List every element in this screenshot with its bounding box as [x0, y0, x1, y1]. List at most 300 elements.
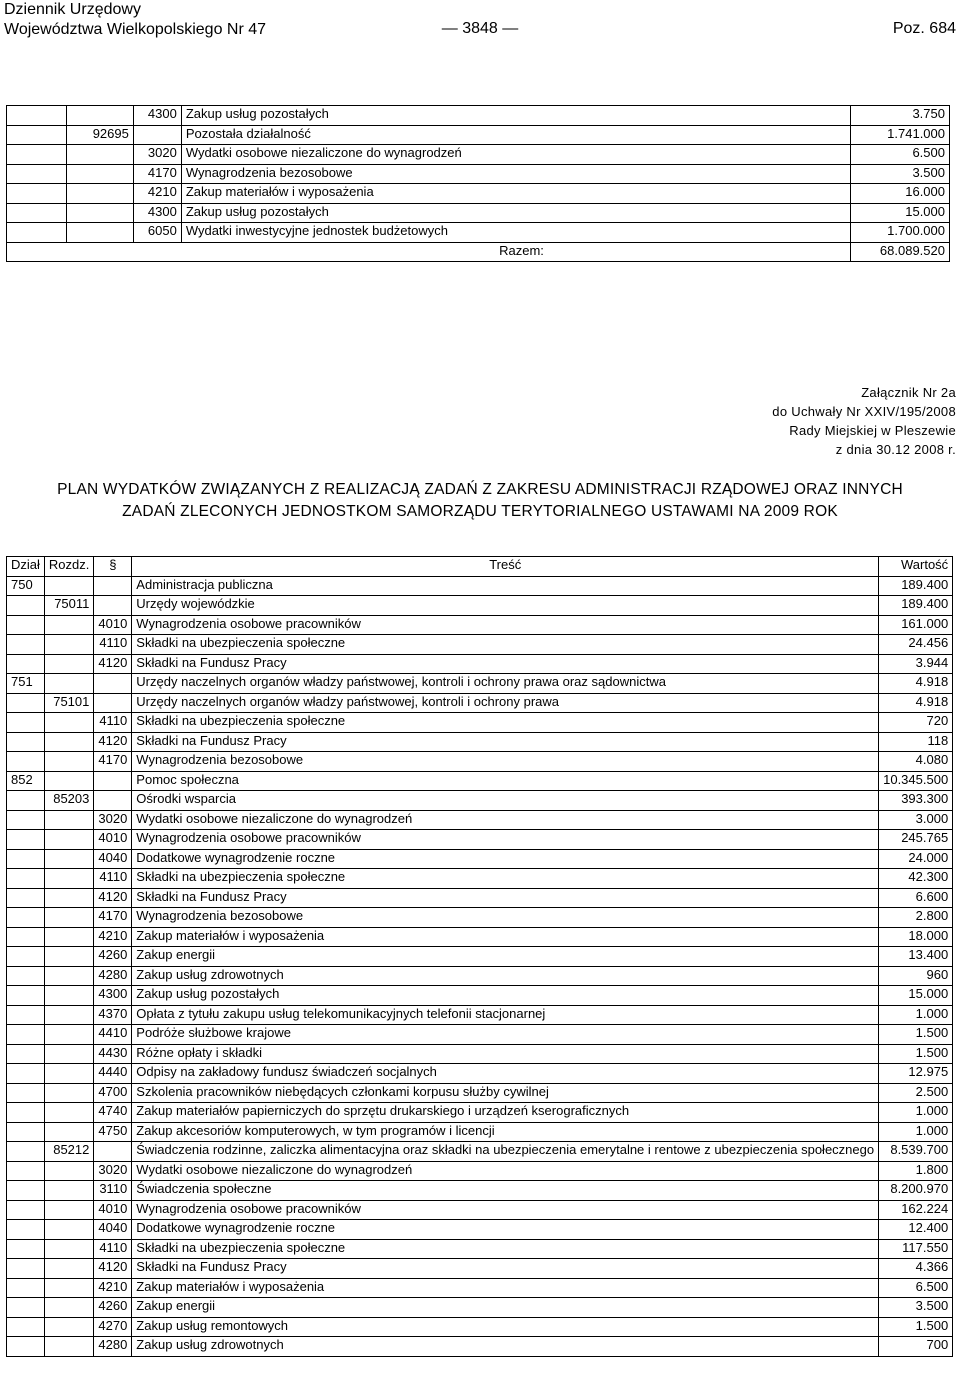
- cell-paragraf: 4120: [94, 654, 132, 674]
- cell-paragraf: 4280: [94, 966, 132, 986]
- cell-rozdzial: [44, 615, 93, 635]
- cell-dzial: [7, 752, 45, 772]
- cell-paragraf: 4170: [133, 164, 181, 184]
- cell-tresc: Wydatki inwestycyjne jednostek budżetowych: [181, 223, 850, 243]
- cell-paragraf: 4280: [94, 1337, 132, 1357]
- cell-rozdzial: 92695: [66, 125, 133, 145]
- cell-rozdzial: [44, 1064, 93, 1084]
- table-row: [7, 869, 953, 889]
- cell-dzial: [7, 164, 67, 184]
- cell-dzial: [7, 1005, 45, 1025]
- cell-wartosc: 118: [879, 732, 953, 752]
- cell-rozdzial: 85203: [44, 791, 93, 811]
- journal-title-line2: Województwa Wielkopolskiego Nr 47: [4, 21, 267, 38]
- cell-rozdzial: [44, 713, 93, 733]
- cell-paragraf: 4300: [133, 106, 181, 126]
- cell-tresc: Różne opłaty i składki: [132, 1044, 879, 1064]
- cell-dzial: [7, 145, 67, 165]
- cell-wartosc: 8.200.970: [879, 1181, 953, 1201]
- cell-tresc: Ośrodki wsparcia: [132, 791, 879, 811]
- cell-paragraf: 4440: [94, 1064, 132, 1084]
- cell-dzial: [7, 1161, 45, 1181]
- table-row: [7, 145, 950, 165]
- cell-rozdzial: [44, 1025, 93, 1045]
- cell-rozdzial: [44, 1259, 93, 1279]
- cell-tresc: Składki na Fundusz Pracy: [132, 1259, 879, 1279]
- cell-wartosc: 16.000: [851, 184, 950, 204]
- position-number: Poz. 684: [892, 20, 956, 37]
- cell-wartosc: 1.000: [879, 1122, 953, 1142]
- cell-wartosc: 3.500: [851, 164, 950, 184]
- cell-dzial: [7, 1142, 45, 1162]
- cell-wartosc: 1.700.000: [851, 223, 950, 243]
- cell-wartosc: 3.944: [879, 654, 953, 674]
- cell-wartosc: 10.345.500: [879, 771, 953, 791]
- cell-wartosc: 12.400: [879, 1220, 953, 1240]
- cell-paragraf: 4110: [94, 635, 132, 655]
- cell-wartosc: 1.000: [879, 1005, 953, 1025]
- cell-paragraf: 4270: [94, 1317, 132, 1337]
- table-row: [7, 1259, 953, 1279]
- table-row: [7, 1317, 953, 1337]
- cell-paragraf: 4210: [94, 1278, 132, 1298]
- cell-rozdzial: [44, 810, 93, 830]
- cell-tresc: Zakup usług remontowych: [132, 1317, 879, 1337]
- cell-wartosc: 700: [879, 1337, 953, 1357]
- table-row: [7, 596, 953, 616]
- cell-dzial: [7, 1239, 45, 1259]
- cell-tresc: Opłata z tytułu zakupu usług telekomunikacyjnych telefonii stacjonarnej: [132, 1005, 879, 1025]
- cell-tresc: Dodatkowe wynagrodzenie roczne: [132, 1220, 879, 1240]
- cell-rozdzial: [44, 674, 93, 694]
- cell-tresc: Zakup materiałów i wyposażenia: [132, 927, 879, 947]
- cell-wartosc: 393.300: [879, 791, 953, 811]
- cell-paragraf: 4300: [94, 986, 132, 1006]
- cell-wartosc: 4.918: [879, 674, 953, 694]
- table-row: [7, 693, 953, 713]
- cell-paragraf: [94, 1142, 132, 1162]
- cell-dzial: [7, 635, 45, 655]
- table-row: [7, 106, 950, 126]
- cell-dzial: [7, 615, 45, 635]
- table-row: [7, 888, 953, 908]
- cell-tresc: Wynagrodzenia bezosobowe: [132, 908, 879, 928]
- cell-paragraf: 4110: [94, 1239, 132, 1259]
- cell-wartosc: 4.366: [879, 1259, 953, 1279]
- cell-rozdzial: [66, 164, 133, 184]
- table-row: [7, 752, 953, 772]
- cell-tresc: Wynagrodzenia osobowe pracowników: [132, 615, 879, 635]
- cell-wartosc: 189.400: [879, 576, 953, 596]
- cell-rozdzial: [44, 1298, 93, 1318]
- table-row: [7, 927, 953, 947]
- cell-paragraf: 4740: [94, 1103, 132, 1123]
- cell-dzial: [7, 1278, 45, 1298]
- cell-tresc: Zakup materiałów i wyposażenia: [181, 184, 850, 204]
- cell-tresc: Szkolenia pracowników niebędących członkami korpusu służby cywilnej: [132, 1083, 879, 1103]
- cell-paragraf: 4410: [94, 1025, 132, 1045]
- cell-wartosc: 13.400: [879, 947, 953, 967]
- cell-dzial: [7, 888, 45, 908]
- table-row: [7, 1298, 953, 1318]
- table-row: [7, 986, 953, 1006]
- cell-wartosc: 42.300: [879, 869, 953, 889]
- cell-paragraf: 4300: [133, 203, 181, 223]
- cell-wartosc: 3.500: [879, 1298, 953, 1318]
- table-row: [7, 1278, 953, 1298]
- cell-dzial: [7, 596, 45, 616]
- cell-wartosc: 18.000: [879, 927, 953, 947]
- cell-rozdzial: [44, 888, 93, 908]
- header-tresc: Treść: [132, 557, 879, 577]
- cell-rozdzial: [44, 986, 93, 1006]
- cell-tresc: Składki na ubezpieczenia społeczne: [132, 713, 879, 733]
- cell-paragraf: [94, 674, 132, 694]
- table-row: [7, 203, 950, 223]
- cell-paragraf: 4210: [94, 927, 132, 947]
- cell-tresc: Urzędy naczelnych organów władzy państwowej, kontroli i ochrony prawa: [132, 693, 879, 713]
- table-row: [7, 1025, 953, 1045]
- cell-wartosc: 24.000: [879, 849, 953, 869]
- cell-paragraf: 4110: [94, 869, 132, 889]
- cell-dzial: [7, 1064, 45, 1084]
- table-row: [7, 966, 953, 986]
- cell-paragraf: 3020: [133, 145, 181, 165]
- cell-dzial: [7, 1083, 45, 1103]
- cell-paragraf: 4210: [133, 184, 181, 204]
- cell-tresc: Administracja publiczna: [132, 576, 879, 596]
- table-row: [7, 1142, 953, 1162]
- cell-dzial: [7, 693, 45, 713]
- cell-dzial: [7, 908, 45, 928]
- cell-tresc: Zakup energii: [132, 947, 879, 967]
- cell-paragraf: 4750: [94, 1122, 132, 1142]
- cell-dzial: [7, 184, 67, 204]
- cell-rozdzial: [44, 1083, 93, 1103]
- cell-rozdzial: [44, 1200, 93, 1220]
- table-row: [7, 125, 950, 145]
- cell-tresc: Zakup energii: [132, 1298, 879, 1318]
- header-wartosc: Wartość: [879, 557, 953, 577]
- cell-dzial: [7, 1337, 45, 1357]
- cell-wartosc: 6.500: [851, 145, 950, 165]
- cell-paragraf: 3020: [94, 810, 132, 830]
- cell-wartosc: 720: [879, 713, 953, 733]
- cell-tresc: Wynagrodzenia bezosobowe: [132, 752, 879, 772]
- cell-wartosc: 3.000: [879, 810, 953, 830]
- cell-wartosc: 4.918: [879, 693, 953, 713]
- cell-dzial: [7, 713, 45, 733]
- cell-rozdzial: [44, 1317, 93, 1337]
- cell-rozdzial: [44, 947, 93, 967]
- table-row: [7, 1044, 953, 1064]
- cell-tresc: Zakup akcesoriów komputerowych, w tym programów i licencji: [132, 1122, 879, 1142]
- cell-wartosc: 8.539.700: [879, 1142, 953, 1162]
- table-row: [7, 615, 953, 635]
- cell-tresc: Wynagrodzenia osobowe pracowników: [132, 830, 879, 850]
- cell-tresc: Wynagrodzenia osobowe pracowników: [132, 1200, 879, 1220]
- cell-paragraf: 6050: [133, 223, 181, 243]
- budget-table-continued: [6, 105, 950, 262]
- cell-dzial: [7, 654, 45, 674]
- cell-wartosc: 2.800: [879, 908, 953, 928]
- table-row: [7, 1181, 953, 1201]
- cell-dzial: [7, 810, 45, 830]
- header-paragraph: §: [94, 557, 132, 577]
- cell-rozdzial: [44, 966, 93, 986]
- cell-paragraf: 4120: [94, 888, 132, 908]
- table-row: [7, 1200, 953, 1220]
- cell-paragraf: 4040: [94, 849, 132, 869]
- cell-rozdzial: [44, 927, 93, 947]
- cell-rozdzial: [66, 145, 133, 165]
- cell-tresc: Składki na ubezpieczenia społeczne: [132, 635, 879, 655]
- cell-tresc: Urzędy naczelnych organów władzy państwowej, kontroli i ochrony prawa oraz sądownictwa: [132, 674, 879, 694]
- cell-paragraf: [94, 791, 132, 811]
- cell-rozdzial: [44, 1005, 93, 1025]
- table-row: [7, 713, 953, 733]
- cell-wartosc: 960: [879, 966, 953, 986]
- cell-wartosc: 3.750: [851, 106, 950, 126]
- table-row: [7, 947, 953, 967]
- total-value: 68.089.520: [851, 242, 950, 262]
- cell-wartosc: 1.500: [879, 1025, 953, 1045]
- cell-dzial: [7, 106, 67, 126]
- cell-tresc: Składki na Fundusz Pracy: [132, 888, 879, 908]
- cell-paragraf: 4170: [94, 752, 132, 772]
- cell-wartosc: 24.456: [879, 635, 953, 655]
- journal-title-line1: Dziennik Urzędowy: [4, 1, 141, 18]
- cell-rozdzial: [66, 203, 133, 223]
- cell-paragraf: 4110: [94, 713, 132, 733]
- cell-wartosc: 2.500: [879, 1083, 953, 1103]
- cell-wartosc: 117.550: [879, 1239, 953, 1259]
- cell-paragraf: 4120: [94, 1259, 132, 1279]
- cell-tresc: Składki na ubezpieczenia społeczne: [132, 869, 879, 889]
- page-number: — 3848 —: [441, 20, 519, 37]
- cell-rozdzial: [44, 1337, 93, 1357]
- attachment-line3: Rady Miejskiej w Pleszewie: [789, 423, 956, 438]
- cell-rozdzial: [44, 654, 93, 674]
- cell-dzial: [7, 986, 45, 1006]
- cell-wartosc: 189.400: [879, 596, 953, 616]
- cell-dzial: [7, 125, 67, 145]
- cell-tresc: Wydatki osobowe niezaliczone do wynagrodzeń: [181, 145, 850, 165]
- cell-wartosc: 15.000: [879, 986, 953, 1006]
- cell-wartosc: 15.000: [851, 203, 950, 223]
- cell-wartosc: 1.000: [879, 1103, 953, 1123]
- cell-paragraf: 3110: [94, 1181, 132, 1201]
- cell-rozdzial: [44, 1044, 93, 1064]
- cell-tresc: Świadczenia społeczne: [132, 1181, 879, 1201]
- cell-tresc: Wydatki osobowe niezaliczone do wynagrodzeń: [132, 810, 879, 830]
- table-row: [7, 1337, 953, 1357]
- cell-paragraf: 4010: [94, 615, 132, 635]
- cell-rozdzial: [44, 771, 93, 791]
- table-row: [7, 849, 953, 869]
- cell-tresc: Zakup usług pozostałych: [181, 203, 850, 223]
- table-row: [7, 791, 953, 811]
- total-row: [7, 242, 950, 262]
- cell-dzial: [7, 1181, 45, 1201]
- cell-tresc: Podróże służbowe krajowe: [132, 1025, 879, 1045]
- cell-tresc: Składki na Fundusz Pracy: [132, 654, 879, 674]
- cell-paragraf: [94, 693, 132, 713]
- cell-tresc: Urzędy wojewódzkie: [132, 596, 879, 616]
- cell-paragraf: [94, 596, 132, 616]
- cell-rozdzial: [44, 1181, 93, 1201]
- cell-dzial: [7, 849, 45, 869]
- cell-paragraf: 4010: [94, 1200, 132, 1220]
- cell-dzial: [7, 830, 45, 850]
- table-header-row: [7, 557, 953, 577]
- document-title: [0, 479, 960, 523]
- table-row: [7, 732, 953, 752]
- cell-paragraf: 4370: [94, 1005, 132, 1025]
- cell-wartosc: 1.500: [879, 1317, 953, 1337]
- cell-paragraf: 4260: [94, 947, 132, 967]
- cell-wartosc: 162.224: [879, 1200, 953, 1220]
- table-row: [7, 1239, 953, 1259]
- cell-rozdzial: [44, 1278, 93, 1298]
- table-row: [7, 164, 950, 184]
- cell-rozdzial: [66, 106, 133, 126]
- cell-tresc: Dodatkowe wynagrodzenie roczne: [132, 849, 879, 869]
- cell-dzial: 750: [7, 576, 45, 596]
- cell-tresc: Wydatki osobowe niezaliczone do wynagrodzeń: [132, 1161, 879, 1181]
- cell-dzial: [7, 1259, 45, 1279]
- cell-paragraf: 4260: [94, 1298, 132, 1318]
- table-row: [7, 223, 950, 243]
- cell-tresc: Zakup usług zdrowotnych: [132, 966, 879, 986]
- cell-paragraf: 4120: [94, 732, 132, 752]
- cell-wartosc: 1.800: [879, 1161, 953, 1181]
- cell-tresc: Zakup materiałów i wyposażenia: [132, 1278, 879, 1298]
- cell-dzial: [7, 947, 45, 967]
- cell-dzial: [7, 223, 67, 243]
- table-row: [7, 184, 950, 204]
- cell-dzial: [7, 1103, 45, 1123]
- header-dzial: Dział: [7, 557, 45, 577]
- table-row: [7, 576, 953, 596]
- cell-wartosc: 1.500: [879, 1044, 953, 1064]
- cell-wartosc: 1.741.000: [851, 125, 950, 145]
- cell-rozdzial: [44, 752, 93, 772]
- cell-rozdzial: [66, 223, 133, 243]
- cell-dzial: [7, 966, 45, 986]
- cell-paragraf: 4430: [94, 1044, 132, 1064]
- document-title-line2: ZADAŃ ZLECONYCH JEDNOSTKOM SAMORZĄDU TERYTORIALNEGO USTAWAMI NA 2009 ROK: [122, 503, 838, 520]
- table-row: [7, 1083, 953, 1103]
- table-row: [7, 654, 953, 674]
- cell-paragraf: [94, 576, 132, 596]
- table-row: [7, 635, 953, 655]
- cell-rozdzial: [66, 184, 133, 204]
- cell-tresc: Zakup materiałów papierniczych do sprzętu drukarskiego i urządzeń kserograficznych: [132, 1103, 879, 1123]
- cell-rozdzial: [44, 732, 93, 752]
- cell-dzial: [7, 1317, 45, 1337]
- cell-rozdzial: [44, 1103, 93, 1123]
- cell-paragraf: [94, 771, 132, 791]
- cell-wartosc: 12.975: [879, 1064, 953, 1084]
- cell-tresc: Składki na ubezpieczenia społeczne: [132, 1239, 879, 1259]
- table-row: [7, 908, 953, 928]
- cell-dzial: 751: [7, 674, 45, 694]
- cell-paragraf: 4170: [94, 908, 132, 928]
- cell-dzial: [7, 791, 45, 811]
- cell-dzial: [7, 1220, 45, 1240]
- table-row: [7, 1005, 953, 1025]
- table-row: [7, 1103, 953, 1123]
- cell-tresc: Świadczenia rodzinne, zaliczka alimentacyjna oraz składki na ubezpieczenia emerytalne i rentowe z ubezpieczenia społecznego: [132, 1142, 879, 1162]
- cell-dzial: [7, 869, 45, 889]
- cell-dzial: [7, 1200, 45, 1220]
- cell-paragraf: 4700: [94, 1083, 132, 1103]
- cell-tresc: Pomoc społeczna: [132, 771, 879, 791]
- cell-rozdzial: [44, 908, 93, 928]
- cell-dzial: [7, 1044, 45, 1064]
- document-title-line1: PLAN WYDATKÓW ZWIĄZANYCH Z REALIZACJĄ ZADAŃ Z ZAKRESU ADMINISTRACJI RZĄDOWEJ ORAZ INNYCH: [57, 481, 903, 498]
- cell-rozdzial: 75011: [44, 596, 93, 616]
- cell-rozdzial: [44, 576, 93, 596]
- cell-tresc: Pozostała działalność: [181, 125, 850, 145]
- expenditure-plan-table: [6, 556, 953, 1357]
- cell-tresc: Zakup usług pozostałych: [132, 986, 879, 1006]
- attachment-note: [772, 383, 956, 459]
- attachment-line1: Załącznik Nr 2a: [861, 385, 956, 400]
- cell-rozdzial: 85212: [44, 1142, 93, 1162]
- cell-dzial: [7, 203, 67, 223]
- cell-tresc: Zakup usług zdrowotnych: [132, 1337, 879, 1357]
- table-row: [7, 810, 953, 830]
- cell-dzial: [7, 732, 45, 752]
- table-row: [7, 674, 953, 694]
- cell-paragraf: 4040: [94, 1220, 132, 1240]
- cell-dzial: [7, 1025, 45, 1045]
- cell-tresc: Zakup usług pozostałych: [181, 106, 850, 126]
- cell-dzial: 852: [7, 771, 45, 791]
- cell-tresc: Odpisy na zakładowy fundusz świadczeń socjalnych: [132, 1064, 879, 1084]
- cell-dzial: [7, 1122, 45, 1142]
- table-row: [7, 1122, 953, 1142]
- table-row: [7, 830, 953, 850]
- total-label: Razem:: [7, 242, 851, 262]
- cell-wartosc: 4.080: [879, 752, 953, 772]
- table-row: [7, 1161, 953, 1181]
- table-row: [7, 1220, 953, 1240]
- attachment-line4: z dnia 30.12 2008 r.: [835, 442, 956, 457]
- table-row: [7, 1064, 953, 1084]
- cell-wartosc: 161.000: [879, 615, 953, 635]
- cell-wartosc: 245.765: [879, 830, 953, 850]
- cell-rozdzial: [44, 1122, 93, 1142]
- cell-paragraf: [133, 125, 181, 145]
- cell-rozdzial: [44, 869, 93, 889]
- attachment-line2: do Uchwały Nr XXIV/195/2008: [772, 404, 956, 419]
- cell-tresc: Składki na Fundusz Pracy: [132, 732, 879, 752]
- cell-wartosc: 6.500: [879, 1278, 953, 1298]
- cell-paragraf: 3020: [94, 1161, 132, 1181]
- cell-rozdzial: [44, 1220, 93, 1240]
- cell-dzial: [7, 927, 45, 947]
- cell-rozdzial: 75101: [44, 693, 93, 713]
- cell-rozdzial: [44, 1239, 93, 1259]
- cell-rozdzial: [44, 830, 93, 850]
- cell-rozdzial: [44, 1161, 93, 1181]
- cell-paragraf: 4010: [94, 830, 132, 850]
- cell-dzial: [7, 1298, 45, 1318]
- cell-tresc: Wynagrodzenia bezosobowe: [181, 164, 850, 184]
